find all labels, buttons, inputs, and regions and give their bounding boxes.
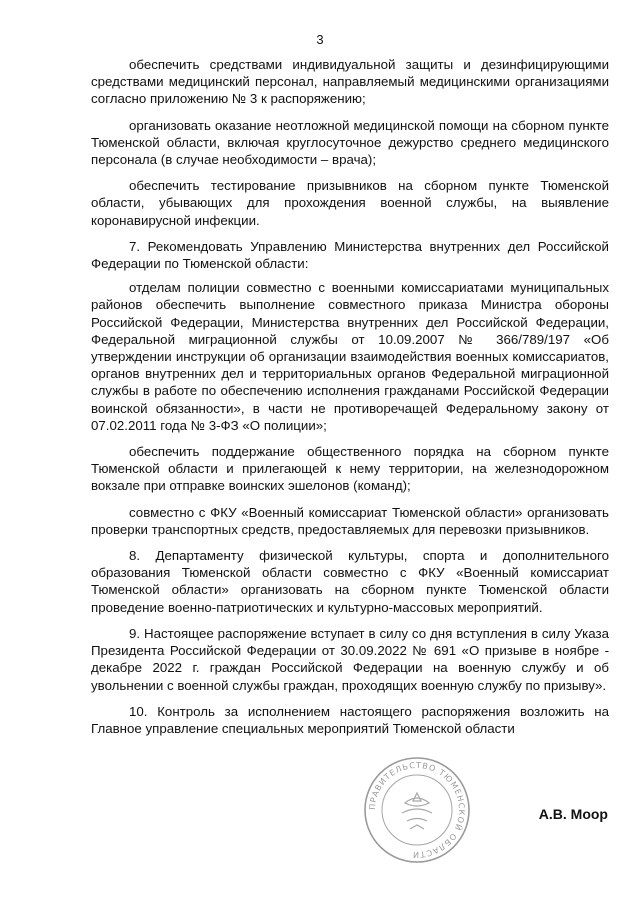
paragraph-ppe: обеспечить средствами индивидуальной защиты и дезинфицирующими средствами медицинский персонал, направляемый медицинскими организациями согласно приложению № 3 к распоряжению; bbox=[91, 57, 609, 107]
paragraph-item-10: 10. Контроль за исполнением настоящего распоряжения возложить на Главное управление специальных мероприятий Тюменской области bbox=[91, 703, 609, 736]
paragraph-item-9: 9. Настоящее распоряжение вступает в силу со дня вступления в силу Указа Президента Российской Федерации от 30.09.2022 № 691 «О призыве в ноябре - декабре 2022 г. граждан Российской Федерации на военную службу и об увольнении с военной службы граждан, проходящих военную службу по призыву». bbox=[91, 625, 609, 693]
document-body bbox=[91, 56, 609, 746]
paragraph-testing: обеспечить тестирование призывников на сборном пункте Тюменской области, убывающих для прохождения военной службы, на выявление коронавирусной инфекции. bbox=[91, 178, 609, 228]
paragraph-police: отделам полиции совместно с военными комиссариатами муниципальных районов обеспечить выполнение совместного приказа Министра обороны Российской Федерации, Министерства внутренних дел Российской Федерации, Федеральной миграционной службы от 10.09.2007 № 366/789/197 «Об утверждении инструкции об организации взаимодействия военных комиссариатов, органов внутренних дел и территориальных органов Федеральной миграционной службы в работе по обеспечению исполнения гражданами Российской Федерации воинской обязанности», в части не противоречащей Федеральному закону от 07.02.2011 года № 3-ФЗ «О полиции»; bbox=[91, 280, 609, 433]
signature-name: А.В. Моор bbox=[538, 806, 608, 822]
official-seal bbox=[362, 755, 472, 865]
svg-text:ПРАВИТЕЛЬСТВО ТЮМЕНСКОЙ ОБЛАСТ: ПРАВИТЕЛЬСТВО ТЮМЕНСКОЙ ОБЛАСТИ bbox=[367, 760, 467, 860]
paragraph-medical-help: организовать оказание неотложной медицинской помощи на сборном пункте Тюменской области, включая круглосуточное дежурство среднего медицинского персонала (в случае необходимости – врача); bbox=[91, 117, 609, 168]
paragraph-item-8: 8. Департаменту физической культуры, спорта и дополнительного образования Тюменской области совместно с ФКУ «Военный комиссариат Тюменской области» организовать на сборном пункте Тюменской области проведение военно-патриотических и культурно-массовых мероприятий. bbox=[91, 548, 609, 615]
page-number: 3 bbox=[316, 32, 324, 47]
paragraph-item-7: 7. Рекомендовать Управлению Министерства внутренних дел Российской Федерации по Тюменской области: bbox=[91, 238, 609, 272]
paragraph-vehicle-checks: совместно с ФКУ «Военный комиссариат Тюменской области» организовать проверки транспортных средств, предоставляемых для перевозки призывников. bbox=[91, 504, 609, 537]
paragraph-public-order: обеспечить поддержание общественного порядка на сборном пункте Тюменской области и прилегающей к нему территории, на железнодорожном вокзале при отправке воинских эшелонов (команд); bbox=[91, 444, 609, 494]
